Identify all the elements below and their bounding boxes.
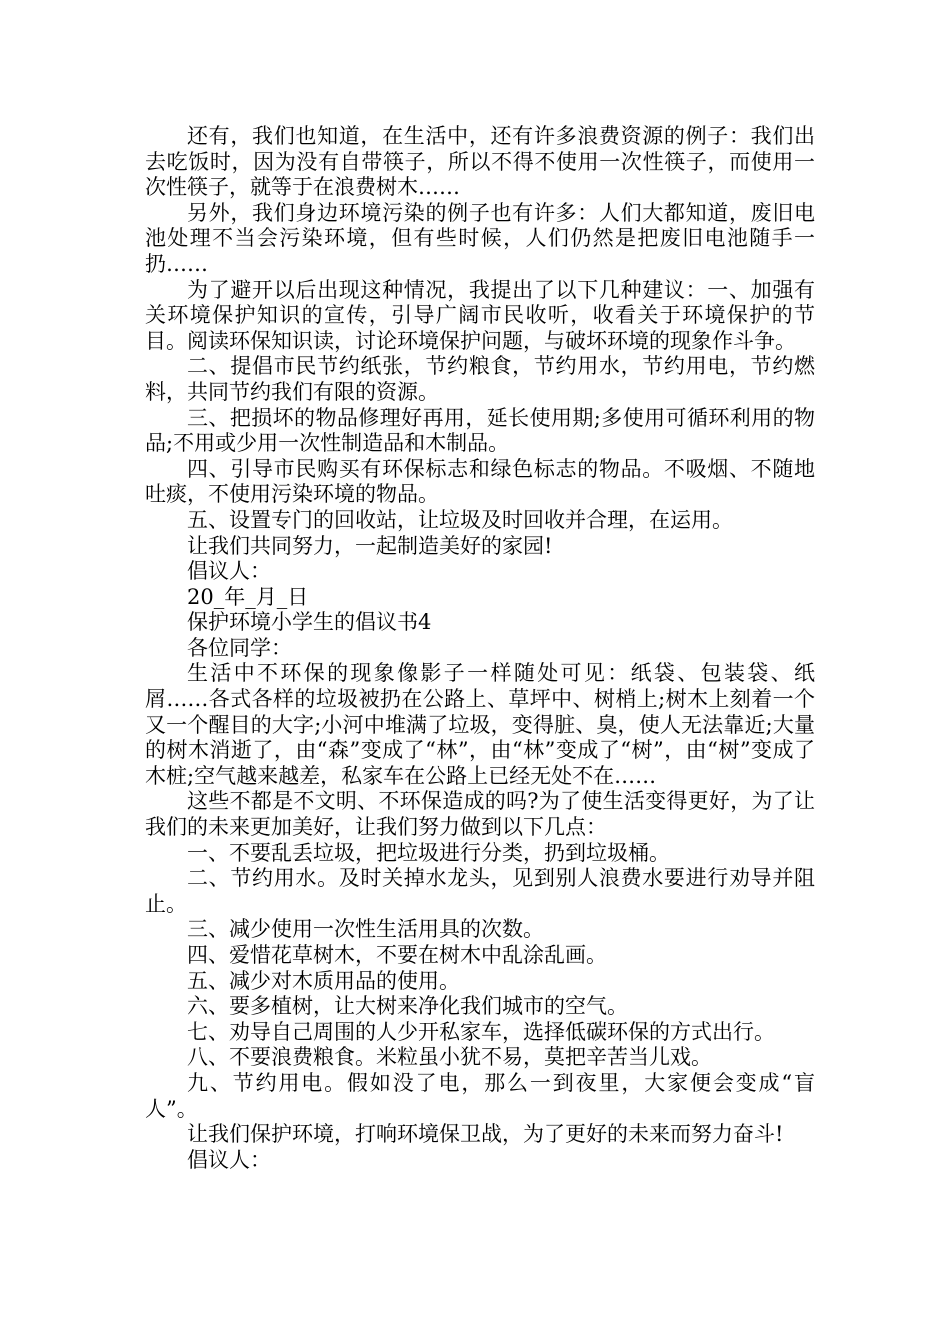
signature-label-end: 倡议人： (187, 1147, 271, 1172)
paragraph-non-eco-phenomena: 生活中不环保的现象像影子一样随处可见：纸袋、包装袋、纸屑……各式各样的垃圾被扔在公路上、草坪中、树梢上;树木上刻着一个又一个醒目的大字;小河中堆满了垃圾，变得脏、臭，使人无法靠近;大量的树木消逝了，由“森”变成了“林”，由“林”变成了“树”，由“树”变成了木桩;空气越来越差，私家车在公路上已经无处不在…… (145, 661, 815, 788)
date-line: 20_年_月_日 (187, 584, 309, 609)
list-item-three: 三、减少使用一次性生活用具的次数。 (187, 917, 544, 942)
list-item-one: 一、不要乱丢垃圾，把垃圾进行分类，扔到垃圾桶。 (187, 840, 670, 865)
paragraph-pollution-examples: 另外，我们身边环境污染的例子也有许多：人们大都知道，废旧电池处理不当会污染环境，但有些时候，人们仍然是把废旧电池随手一扔…… (145, 200, 815, 276)
list-item-four: 四、爱惜花草树木，不要在树木中乱涂乱画。 (187, 943, 607, 967)
paragraph-suggestion-five: 五、设置专门的回收站，让垃圾及时回收并合理，在运用。 (187, 507, 733, 532)
list-item-six: 六、要多植树，让大树来净化我们城市的空气。 (187, 994, 628, 1019)
paragraph-suggestion-one: 为了避开以后出现这种情况，我提出了以下几种建议：一、加强有关环境保护知识的宣传，引导广阔市民收听，收看关于环境保护的节目。阅读环保知识读，讨论环境保护问题，与破坏环境的现象作斗争。 (145, 277, 815, 353)
signature-label: 倡议人： (187, 559, 271, 584)
section-title: 保护环境小学生的倡议书4 (187, 610, 432, 635)
paragraph-call-to-action: 这些不都是不文明、不环保造成的吗?为了使生活变得更好，为了让我们的未来更加美好，让我们努力做到以下几点： (145, 789, 815, 840)
paragraph-suggestion-two: 二、提倡市民节约纸张，节约粮食，节约用水，节约用电，节约燃料，共同节约我们有限的资源。 (145, 354, 815, 404)
paragraph-suggestion-three: 三、把损坏的物品修理好再用，延长使用期;多使用可循环利用的物品;不用或少用一次性制造品和木制品。 (145, 405, 815, 456)
paragraph-final-appeal: 让我们保护环境，打响环境保卫战，为了更好的未来而努力奋斗! (187, 1122, 784, 1147)
paragraph-closing-call: 让我们共同努力，一起制造美好的家园! (187, 533, 553, 558)
paragraph-suggestion-four: 四、引导市民购买有环保标志和绿色标志的物品。不吸烟、不随地吐痰，不使用污染环境的物品。 (145, 456, 815, 507)
list-item-five: 五、减少对木质用品的使用。 (187, 968, 460, 993)
salutation: 各位同学： (187, 635, 292, 660)
list-item-two: 二、节约用水。及时关掉水龙头，见到别人浪费水要进行劝导并阻止。 (145, 866, 815, 916)
list-item-nine: 九、节约用电。假如没了电，那么一到夜里，大家便会变成“盲人”。 (145, 1070, 815, 1121)
list-item-seven: 七、劝导自己周围的人少开私家车，选择低碳环保的方式出行。 (187, 1019, 775, 1044)
document-body (145, 124, 815, 1173)
paragraph-waste-examples: 还有，我们也知道，在生活中，还有许多浪费资源的例子：我们出去吃饭时，因为没有自带筷子，所以不得不使用一次性筷子，而使用一次性筷子，就等于在浪费树木…… (145, 124, 815, 200)
list-item-eight: 八、不要浪费粮食。米粒虽小犹不易，莫把辛苦当儿戏。 (187, 1045, 712, 1070)
